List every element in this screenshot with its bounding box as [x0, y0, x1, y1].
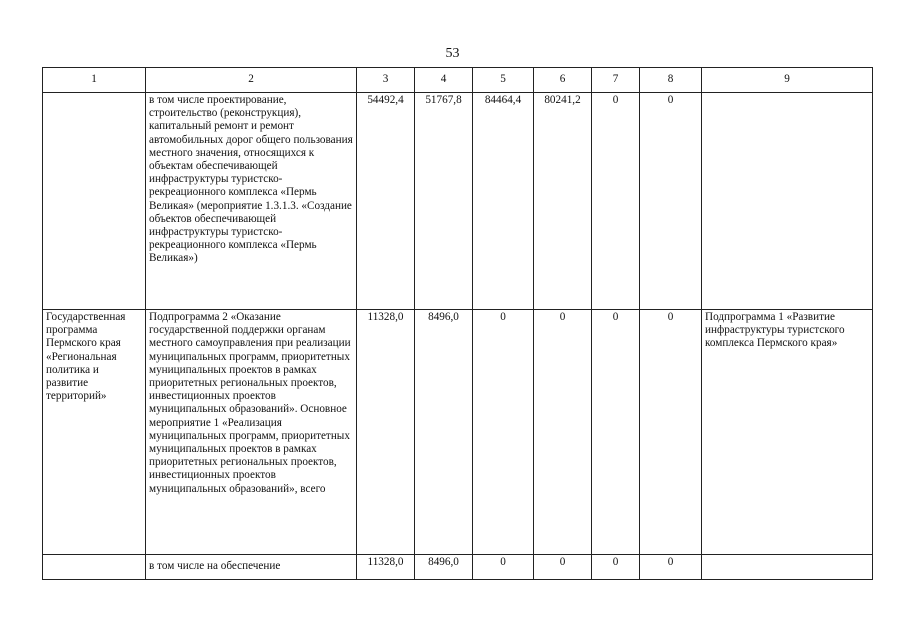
program-cell: [43, 93, 146, 310]
value-cell: 84464,4: [473, 93, 534, 310]
value-cell: 0: [473, 555, 534, 580]
description-cell: Подпрограмма 2 «Оказание государственной поддержки органам местного самоуправления при реализации муниципальных программ, приоритетных муниципальных проектов в рамках приоритетных региональных проектов, инвестиционных проектов муниципальных образований». Основное мероприятие 1 «Реализация муниципальных программ, приоритетных муниципальных проектов в рамках приоритетных региональных проектов, инвестиционных проектов муниципальных образований», всего: [146, 310, 357, 555]
page-number: 53: [445, 46, 460, 61]
value-cell: 51767,8: [415, 93, 473, 310]
program-cell: [43, 555, 146, 580]
value-cell: 0: [473, 310, 534, 555]
value-cell: 0: [640, 93, 702, 310]
column-header-6: 6: [534, 68, 592, 93]
note-cell: [702, 93, 873, 310]
value-cell: 11328,0: [357, 310, 415, 555]
value-cell: 0: [534, 555, 592, 580]
column-header-8: 8: [640, 68, 702, 93]
column-header-1: 1: [43, 68, 146, 93]
table-row: [43, 93, 873, 310]
value-cell: 8496,0: [415, 310, 473, 555]
value-cell: 0: [592, 310, 640, 555]
description-cell: в том числе на обеспечение: [146, 555, 357, 580]
header-row: [43, 68, 873, 93]
value-cell: 0: [592, 93, 640, 310]
value-cell: 0: [640, 310, 702, 555]
note-cell: [702, 555, 873, 580]
note-cell: Подпрограмма 1 «Развитие инфраструктуры туристского комплекса Пермского края»: [702, 310, 873, 555]
value-cell: 80241,2: [534, 93, 592, 310]
value-cell: 8496,0: [415, 555, 473, 580]
value-cell: 0: [592, 555, 640, 580]
budget-table: [42, 67, 873, 580]
description-cell: в том числе проектирование, строительство (реконструкция), капитальный ремонт и ремонт автомобильных дорог общего пользования местного значения, относящихся к объектам обеспечивающей инфраструктуры туристско-рекреационного комплекса «Пермь Великая» (мероприятие 1.3.1.3. «Создание объектов обеспечивающей инфраструктуры туристско-рекреационного комплекса «Пермь Великая»): [146, 93, 357, 310]
column-header-7: 7: [592, 68, 640, 93]
value-cell: 54492,4: [357, 93, 415, 310]
column-header-4: 4: [415, 68, 473, 93]
value-cell: 11328,0: [357, 555, 415, 580]
table-row: [43, 555, 873, 580]
column-header-3: 3: [357, 68, 415, 93]
value-cell: 0: [640, 555, 702, 580]
column-header-9: 9: [702, 68, 873, 93]
table-row: [43, 310, 873, 555]
column-header-5: 5: [473, 68, 534, 93]
program-cell: Государственная программа Пермского края «Региональная политика и развитие территорий»: [43, 310, 146, 555]
column-header-2: 2: [146, 68, 357, 93]
value-cell: 0: [534, 310, 592, 555]
